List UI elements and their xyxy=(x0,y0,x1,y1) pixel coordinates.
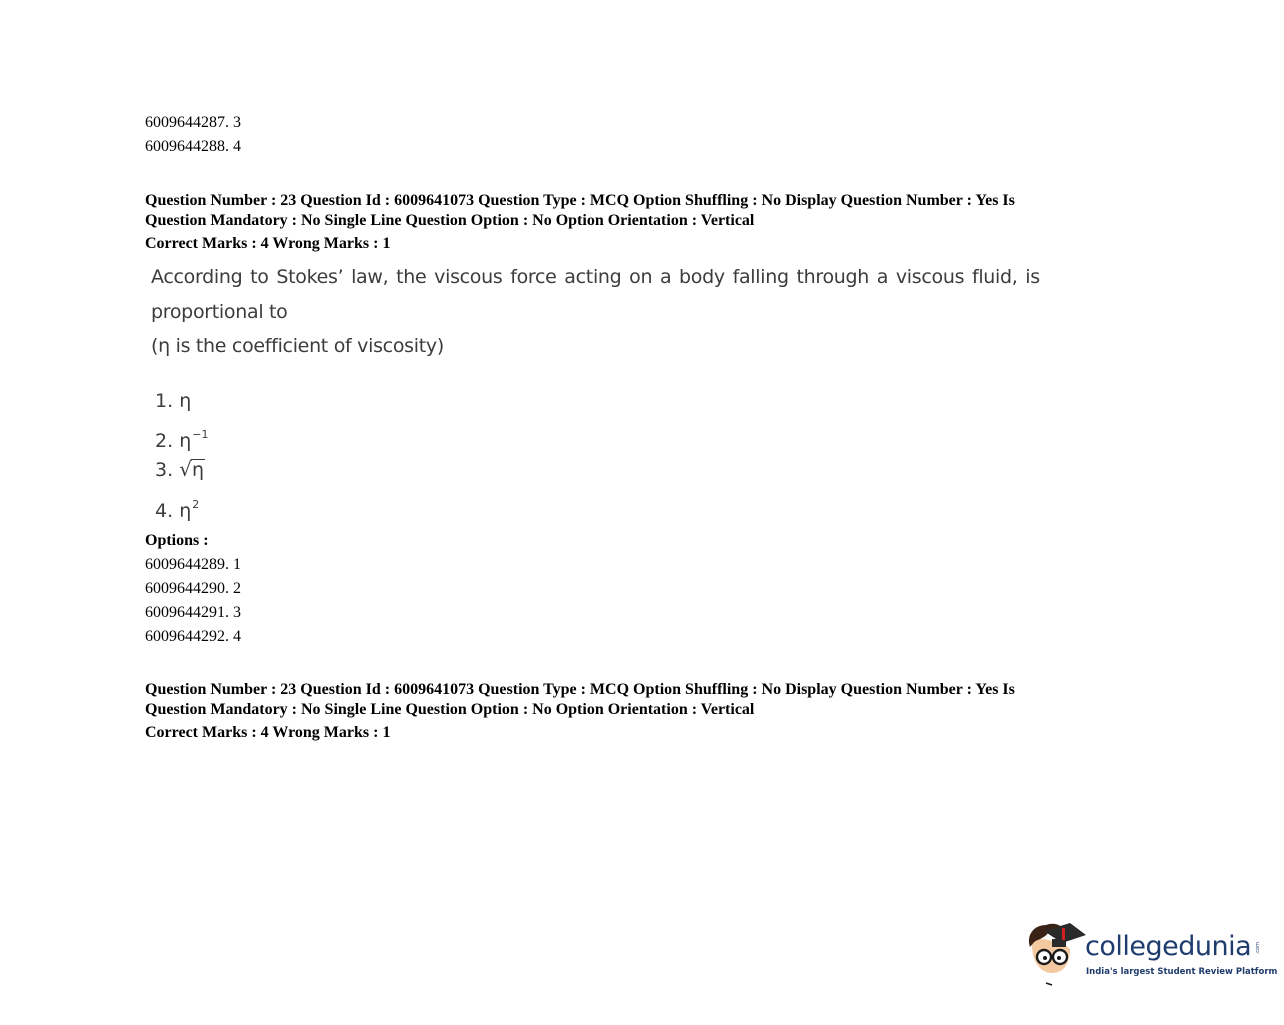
choice-value: η xyxy=(179,390,192,412)
q1-option-4: 6009644292. 4 xyxy=(145,628,241,645)
q1-text-line-3: (η is the coefficient of viscosity) xyxy=(151,335,444,357)
q1-choice-4 xyxy=(155,488,199,528)
choice-number: 2. xyxy=(155,430,174,452)
q1-options-label: Options : xyxy=(145,532,209,549)
q1-text-line-1: According to Stokes’ law, the viscous force acting on a body falling through a viscous fluid, is xyxy=(151,266,1040,288)
choice-superscript: 2 xyxy=(192,498,200,511)
collegedunia-logo xyxy=(1022,915,1278,990)
choice-value: η xyxy=(191,459,204,481)
q2-meta-line-1: Question Number : 23 Question Id : 6009641073 Question Type : MCQ Option Shuffling : No Display Question Number : Yes Is xyxy=(145,681,1015,698)
logo-tagline: India's largest Student Review Platform xyxy=(1086,967,1278,977)
prev-option-1: 6009644287. 3 xyxy=(145,114,241,131)
choice-superscript: −1 xyxy=(192,428,209,441)
prev-option-2: 6009644288. 4 xyxy=(145,138,241,155)
q1-marks-line: Correct Marks : 4 Wrong Marks : 1 xyxy=(145,235,391,252)
q1-option-1: 6009644289. 1 xyxy=(145,556,241,573)
logo-com: .com xyxy=(1255,942,1261,955)
q1-text-line-2: proportional to xyxy=(151,301,288,323)
q1-choice-1 xyxy=(155,384,191,418)
q1-option-3: 6009644291. 3 xyxy=(145,604,241,621)
choice-number: 4. xyxy=(155,500,174,522)
q1-choice-3 xyxy=(155,452,205,487)
q2-meta-line-2: Question Mandatory : No Single Line Question Option : No Option Orientation : Vertical xyxy=(145,701,755,718)
logo-wordmark: collegedunia xyxy=(1085,931,1252,962)
choice-number: 1. xyxy=(155,390,174,412)
choice-value: η xyxy=(179,430,192,452)
q1-option-2: 6009644290. 2 xyxy=(145,580,241,597)
mascot-icon xyxy=(1022,917,1088,989)
sqrt-icon: √ xyxy=(179,457,192,481)
q2-marks-line: Correct Marks : 4 Wrong Marks : 1 xyxy=(145,724,391,741)
q1-meta-line-1: Question Number : 23 Question Id : 6009641073 Question Type : MCQ Option Shuffling : No Display Question Number : Yes Is xyxy=(145,192,1015,209)
q1-meta-line-2: Question Mandatory : No Single Line Question Option : No Option Orientation : Vertical xyxy=(145,212,755,229)
choice-number: 3. xyxy=(155,459,174,481)
choice-value: η xyxy=(179,500,192,522)
